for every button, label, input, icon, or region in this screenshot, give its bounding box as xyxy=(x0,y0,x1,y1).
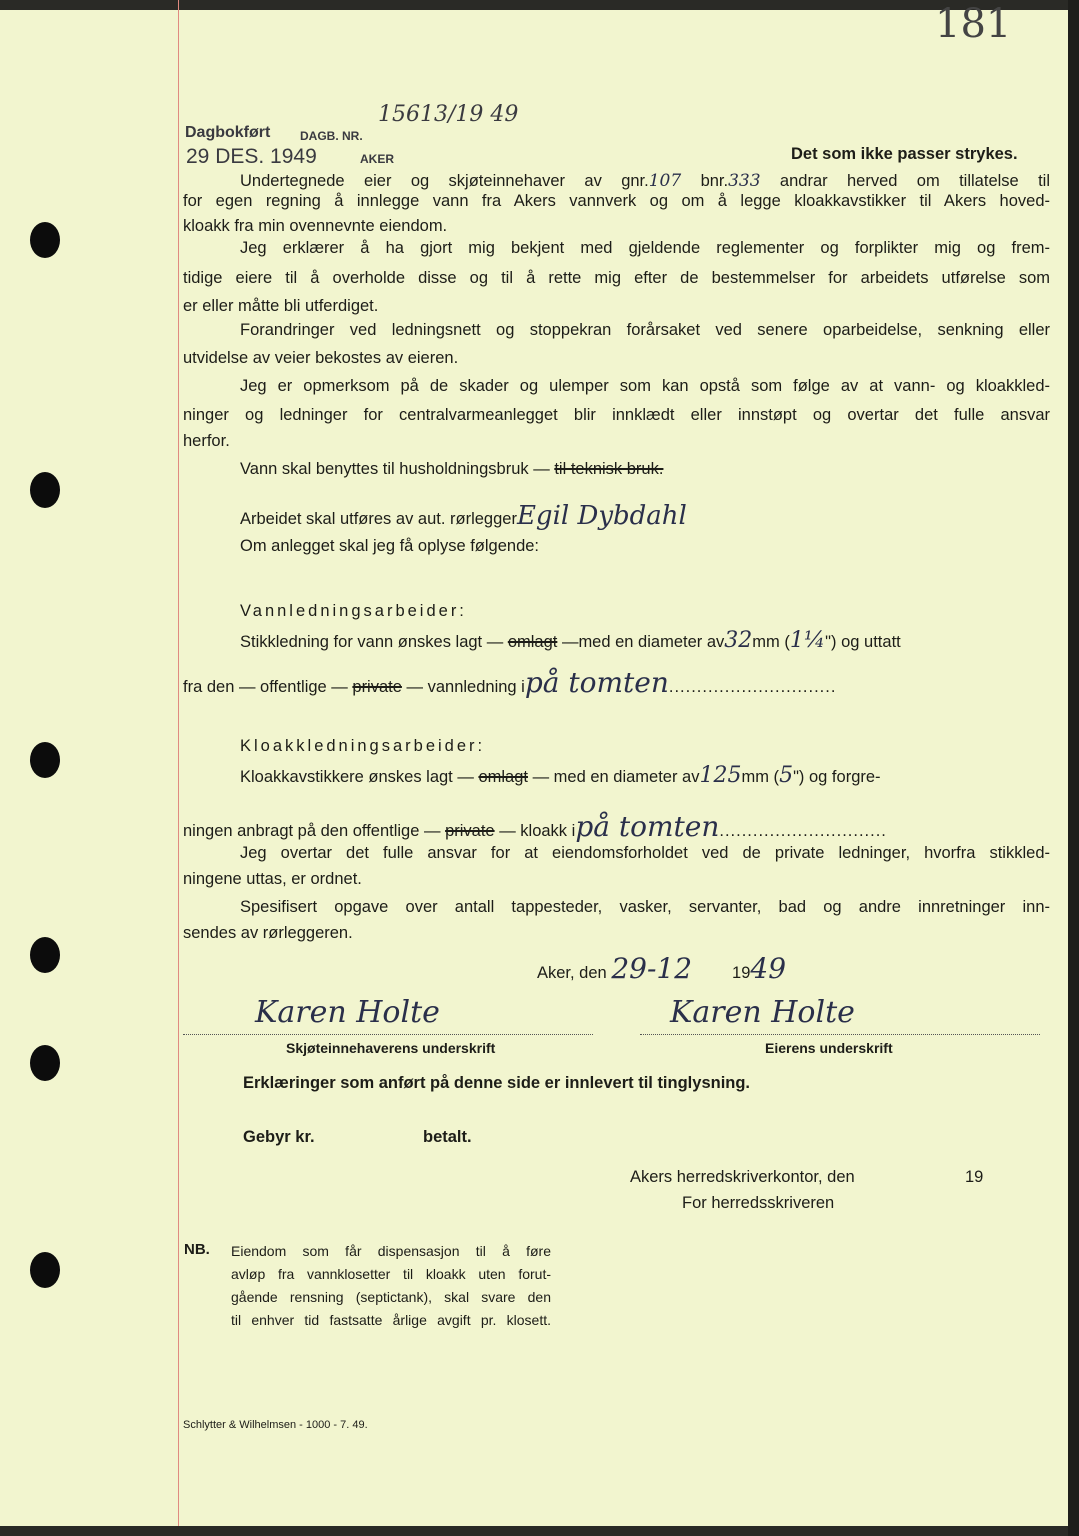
punch-hole xyxy=(30,1045,60,1081)
para6-line: sendes av rørleggeren. xyxy=(183,924,353,942)
margin-line xyxy=(178,0,179,1526)
para5-line: Jeg overtar det fulle ansvar for at eiendomsforholdet ved de private ledninger, hvorfra stikkled- xyxy=(240,844,1050,862)
punch-hole xyxy=(30,937,60,973)
punch-hole xyxy=(30,472,60,508)
para2-line: tidige eiere til å overholde disse og til å rette mig efter de bestemmelser for arbeidets utførelse som xyxy=(183,269,1050,287)
signature-left-label: Skjøteinnehaverens underskrift xyxy=(286,1040,496,1056)
para5-line: ningene uttas, er ordnet. xyxy=(183,870,362,888)
inform-line: Om anlegget skal jeg få oplyse følgende: xyxy=(240,537,540,555)
stamp-place: AKER xyxy=(360,152,395,166)
intro-line-1: Undertegnede eier og skjøteinnehaver av gnr.107 bnr.333 andrar herved om tillatelse til xyxy=(240,171,1050,191)
fee-label: Gebyr kr. xyxy=(243,1128,315,1146)
para4-line: ninger og ledninger for centralvarmeanlegget blir innklædt eller innstøpt og overtar det fulle ansvar xyxy=(183,406,1050,424)
scan-border-top xyxy=(0,0,1079,10)
para3-line: utvidelse av veier bekostes av eieren. xyxy=(183,349,459,367)
scan-border-bottom xyxy=(0,1526,1079,1536)
punch-hole xyxy=(30,1252,60,1288)
para3-line: Forandringer ved ledningsnett og stoppekran forårsaket ved senere oparbeidelse, senkning eller xyxy=(240,321,1050,339)
punch-hole xyxy=(30,222,60,258)
nb-label: NB. xyxy=(184,1241,210,1258)
signature-line xyxy=(640,1034,1040,1035)
dateline: Aker, den 29-12 1949 xyxy=(537,952,787,985)
nb-line: til enhver tid fastsatte årlige avgift pr. klosett. xyxy=(231,1312,551,1328)
nb-line: gående rensning (septictank), skal svare den xyxy=(231,1289,551,1305)
instruction: Det som ikke passer strykes. xyxy=(791,145,1018,163)
stamp-dagb-label: DAGB. NR. xyxy=(300,129,363,143)
scan-border-right xyxy=(1068,0,1079,1536)
signature-left: Karen Holte xyxy=(255,995,440,1030)
plumber-line: Arbeidet skal utføres av aut. rørleggerEgil Dybdahl xyxy=(240,501,687,531)
office-signatory: For herredsskriveren xyxy=(682,1194,835,1212)
para2-line: er eller måtte bli utferdiget. xyxy=(183,297,379,315)
water-heading: Vannledningsarbeider: xyxy=(240,602,467,620)
sewer-heading: Kloakkledningsarbeider: xyxy=(240,737,486,755)
signature-right: Karen Holte xyxy=(670,995,855,1030)
signature-right-label: Eierens underskrift xyxy=(765,1040,893,1056)
page-number: 181 xyxy=(935,1,1012,47)
registry-text: Erklæringer som anført på denne side er innlevert til tinglysning. xyxy=(243,1074,751,1092)
stamp-date: 29 DES. 1949 xyxy=(186,145,317,168)
water-line-2: fra den — offentlige — private — vannledning ipå tomten.............................. xyxy=(183,666,837,699)
dagb-number: 15613/19 49 xyxy=(378,102,519,127)
plumber-name: Egil Dybdahl xyxy=(516,501,687,531)
stamp-label: Dagbokført xyxy=(185,124,271,141)
nb-line: Eiendom som får dispensasjon til å føre xyxy=(231,1243,551,1259)
para2-line: Jeg erklærer å ha gjort mig bekjent med gjeldende reglementer og forplikter mig og frem- xyxy=(240,239,1050,257)
punch-hole xyxy=(30,742,60,778)
para4-line: Jeg er opmerksom på de skader og ulemper som kan opstå som følge av at vann- og kloakkled- xyxy=(240,377,1050,395)
sewer-line-2: ningen anbragt på den offentlige — private — kloakk ipå tomten.............................. xyxy=(183,810,887,843)
usage-line: Vann skal benyttes til husholdningsbruk — til teknisk bruk. xyxy=(240,460,664,478)
intro-line-3: kloakk fra min ovennevnte eiendom. xyxy=(183,217,448,235)
signature-line xyxy=(183,1034,593,1035)
intro-line-2: for egen regning å innlegge vann fra Akers vannverk og om å legge kloakkavstikker til Akers hoved- xyxy=(183,192,1050,210)
sewer-line-1: Kloakkavstikkere ønskes lagt — omlagt — med en diameter av125mm (5") og forgre- xyxy=(240,763,881,788)
nb-line: avløp fra vannklosetter til kloakk uten forut- xyxy=(231,1266,551,1282)
water-line-1: Stikkledning for vann ønskes lagt — omlagt —med en diameter av32mm (1¼") og uttatt xyxy=(240,628,901,653)
fee-paid: betalt. xyxy=(423,1128,472,1146)
office-year: 19 xyxy=(965,1168,984,1186)
printer-imprint: Schlytter & Wilhelmsen - 1000 - 7. 49. xyxy=(183,1419,368,1431)
para6-line: Spesifisert opgave over antall tappesteder, vasker, servanter, bad og andre innretninger inn- xyxy=(240,898,1050,916)
office-line: Akers herredskriverkontor, den xyxy=(630,1168,855,1186)
para4-line: herfor. xyxy=(183,432,230,450)
